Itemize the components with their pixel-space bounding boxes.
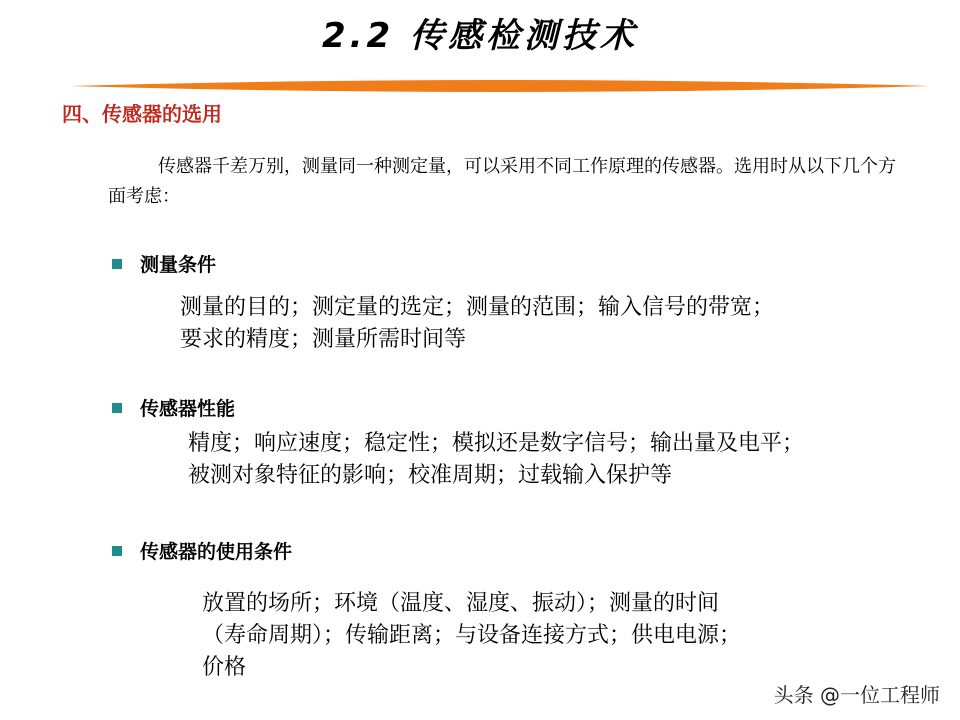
section-body bbox=[188, 428, 804, 492]
body-line: 要求的精度；测量所需时间等 bbox=[180, 327, 467, 352]
bullet-usage-conditions bbox=[112, 537, 292, 564]
square-bullet-icon bbox=[112, 403, 122, 413]
bullet-label: 传感器性能 bbox=[140, 398, 236, 420]
section-heading: 四、传感器的选用 bbox=[62, 102, 222, 126]
title-underline bbox=[70, 78, 930, 94]
bullet-label: 测量条件 bbox=[140, 254, 217, 276]
body-line: 精度；响应速度；稳定性；模拟还是数字信号；输出量及电平； bbox=[188, 431, 805, 456]
body-line: 价格 bbox=[202, 655, 247, 680]
square-bullet-icon bbox=[112, 546, 122, 556]
square-bullet-icon bbox=[112, 259, 122, 269]
watermark: 头条 @一位工程师 bbox=[773, 683, 940, 707]
section-body bbox=[180, 292, 774, 356]
body-line: 测量的目的；测定量的选定；测量的范围；输入信号的带宽； bbox=[180, 295, 775, 320]
section-body bbox=[202, 588, 741, 684]
bullet-sensor-performance bbox=[112, 394, 235, 421]
bullet-measurement-conditions bbox=[112, 250, 216, 277]
body-line: 放置的场所；环境（温度、湿度、振动）；测量的时间 bbox=[202, 591, 720, 616]
bullet-label: 传感器的使用条件 bbox=[140, 541, 293, 563]
body-line: （寿命周期）；传输距离；与设备连接方式；供电电源； bbox=[202, 623, 742, 648]
intro-paragraph: 传感器千差万别，测量同一种测定量，可以采用不同工作原理的传感器。选用时从以下几个方面考虑： bbox=[108, 156, 896, 207]
body-line: 被测对象特征的影响；校准周期；过载输入保护等 bbox=[188, 463, 673, 488]
slide-title: 2.2 传感检测技术 bbox=[321, 16, 639, 56]
